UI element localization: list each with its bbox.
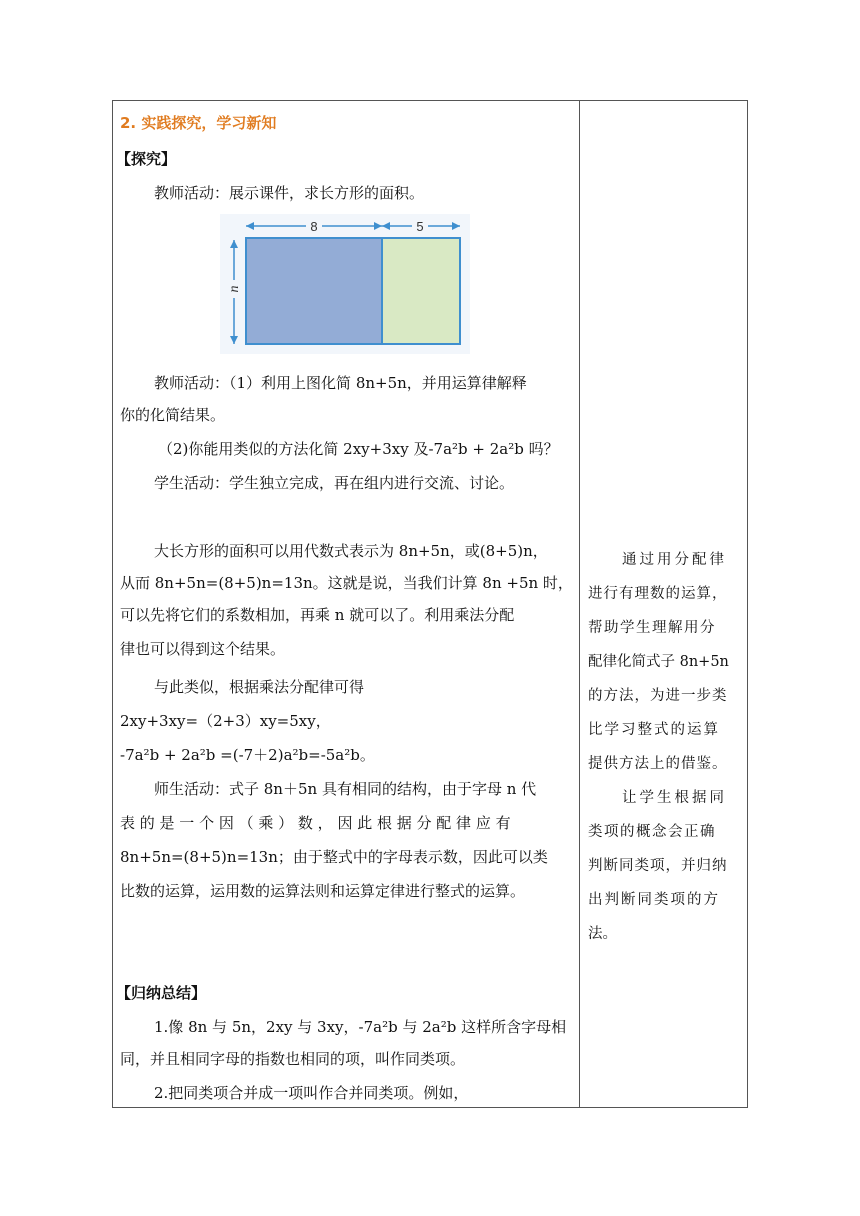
note-line-5: 的方法，为进一步类	[588, 688, 728, 704]
note-line-3: 帮助学生理解用分	[588, 620, 716, 636]
teacher-student-line3: 8n+5n=(8+5)n=13n；由于整式中的字母表示数，因此可以类	[120, 848, 548, 866]
para1-line3: 可以先将它们的系数相加，再乘 n 就可以了。利用乘法分配	[120, 606, 515, 624]
rectangle-figure	[220, 214, 470, 358]
similar-intro: 与此类似，根据乘法分配律可得	[154, 678, 365, 696]
teacher-activity-2-line1: 教师活动：（1）利用上图化简 8n+5n，并用运算律解释	[154, 374, 527, 392]
note-line-8: 让学生根据同	[622, 790, 727, 806]
note-line-11: 出判断同类项的方	[588, 892, 720, 908]
teacher-student-line2: 表 的 是 一 个 因 （ 乘 ） 数 ， 因 此 根 据 分 配 律 应 有	[120, 814, 511, 832]
para1-line2: 从而 8n+5n=(8+5)n=13n。这就是说，当我们计算 8n +5n 时，	[120, 574, 573, 592]
teacher-student-line4: 比数的运算，运用数的运算法则和运算定律进行整式的运算。	[120, 882, 526, 900]
teacher-activity-2-line2: 你的化简结果。	[120, 406, 226, 424]
note-line-2: 进行有理数的运算，	[588, 586, 728, 602]
summary-1-line1: 1.像 8n 与 5n，2xy 与 3xy，-7a²b 与 2a²b 这样所含字母相	[154, 1018, 567, 1036]
rect-8n	[246, 238, 382, 344]
label-8: 8	[310, 219, 318, 234]
equation-2: -7a²b + 2a²b =(-7＋2)a²b=-5a²b。	[120, 746, 375, 764]
label-5: 5	[416, 219, 424, 234]
note-line-10: 判断同类项，并归纳	[588, 858, 728, 874]
summary-2-line1: 2.把同类项合并成一项叫作合并同类项。例如，	[154, 1084, 469, 1102]
rectangle-diagram	[220, 214, 470, 354]
rect-5n	[382, 238, 460, 344]
note-line-12: 法。	[588, 926, 617, 942]
equation-1: 2xy+3xy=（2+3）xy=5xy，	[120, 712, 331, 730]
note-line-4: 配律化简式子 8n+5n	[588, 654, 729, 670]
note-line-6: 比学习整式的运算	[588, 722, 720, 738]
note-line-7: 提供方法上的借鉴。	[588, 756, 728, 772]
label-n: n	[227, 285, 242, 293]
teacher-student-line1: 师生活动：式子 8n＋5n 具有相同的结构，由于字母 n 代	[154, 780, 537, 798]
column-divider	[579, 100, 580, 1108]
teacher-activity-1: 教师活动：展示课件，求长方形的面积。	[154, 184, 425, 202]
para1-line1: 大长方形的面积可以用代数式表示为 8n+5n，或(8+5)n，	[154, 542, 548, 560]
question-2: （2)你能用类似的方法化简 2xy+3xy 及-7a²b + 2a²b 吗？	[158, 440, 559, 458]
note-line-9: 类项的概念会正确	[588, 824, 716, 840]
student-activity: 学生活动：学生独立完成，再在组内进行交流、讨论。	[154, 474, 515, 492]
section-title: 2. 实践探究，学习新知	[120, 114, 277, 132]
note-line-1: 通过用分配律	[622, 552, 727, 568]
summary-title: 【归纳总结】	[116, 984, 207, 1002]
explore-title: 【探究】	[116, 150, 177, 168]
para1-line4: 律也可以得到这个结果。	[120, 640, 286, 658]
summary-1-line2: 同，并且相同字母的指数也相同的项，叫作同类项。	[120, 1050, 466, 1068]
